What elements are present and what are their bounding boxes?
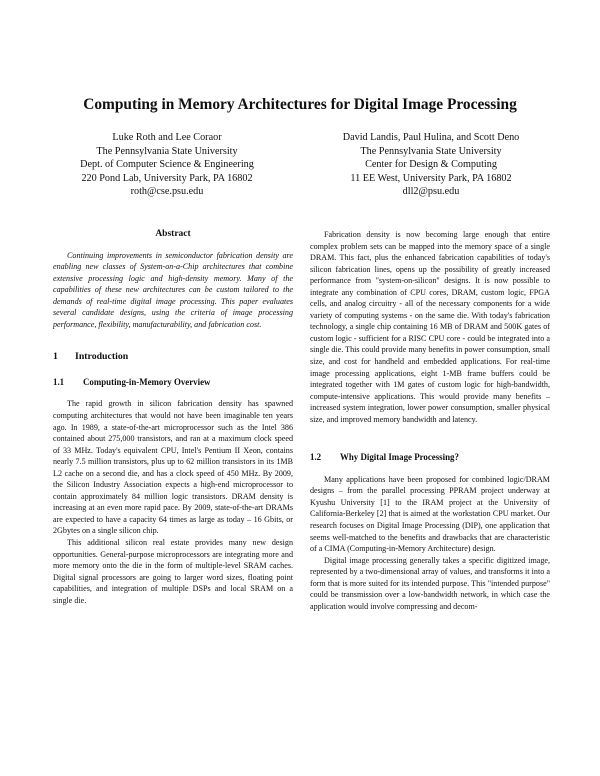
paper-title: Computing in Memory Architectures for Digital Image Processing <box>83 96 517 113</box>
author-email: roth@cse.psu.edu <box>130 186 204 198</box>
section-title: Computing-in-Memory Overview <box>83 376 211 387</box>
abstract-heading: Abstract <box>155 229 191 239</box>
author-address: 11 EE West, University Park, PA 16802 <box>350 172 512 184</box>
paragraph: This additional silicon real estate provides many new design opportunities. General-purpose microprocessors are integrating more and more memory onto the die in the form of multiple-level SRAM caches. Digital signal processors are going to larger word sizes, floating point capabilities, and integration of multiple DSPs and local SRAM on a single die. <box>53 538 293 605</box>
author-names: David Landis, Paul Hulina, and Scott Deno <box>342 132 520 143</box>
section-1-1-heading <box>53 377 293 389</box>
author-block-right <box>306 131 556 199</box>
paragraph: The rapid growth in silicon fabrication density has spawned computing architectures that would not have been imaginable ten years ago. In 1989, a state-of-the-art microprocessor such as the Intel 386 contained about 275,000 transistors, and ran at a maximum clock speed of 33 MHz. Today's equivalent CPU, Intel's Pentium II Xeon, contains nearly 7.5 million transistors, plus up to 62 million transistors in its 1MB L2 cache on a second die, and has a clock speed of 450 MHz. By 2009, the Silicon Industry Association expects a high-end microprocessor to contain approximately 84 million logic transistors. DRAM density is increasing at an even more rapid pace. By 2009, state-of-the-art DRAMs are expected to have a capacity 64 times as large as today – 16 Gbits, or 2Gbytes on a single silicon chip. <box>53 399 293 536</box>
right-column <box>310 229 550 612</box>
abstract-text: Continuing improvements in semiconductor fabrication density are enabling new classes of System-on-a-Chip architectures that combine extensive processing logic and high-density memory. Many of the capabilities of these new architectures can be custom tailored to the demands of real-time digital image processing. This paper evaluates several candidate designs, using the criteria of image processing performance, flexibility, manufacturability, and fabrication cost. <box>53 250 293 329</box>
section-number: 1.1 <box>53 376 65 387</box>
paragraph: Fabrication density is now becoming large enough that entire complex problem sets can be mapped into the memory space of a single DRAM. This fact, plus the enhanced fabrication capabilities of today's silicon fabrication lines, opens up the possibility of greatly increased performance from "system-on-silicon" designs. It is now possible to integrate any combination of CPU cores, DRAM, custom logic, FPGA cells, and analog circuitry - all of the necessary components for a wide variety of computing systems - on the same die. With today's fabrication technology, a single chip containing 16 MB of DRAM and 500K gates of custom logic - sufficient for a RISC CPU core - could be integrated into a single die. This could provide many benefits in power consumption, small size, and cost for handheld and embedded applications. For real-time image processing applications, eight 1-MB frame buffers could be integrated together with 1M gates of custom logic for high-bandwidth, compute-intensive applications. This would provide many benefits – increased system integration, lower power consumption, smaller physical size, and improved memory bandwidth and latency. <box>310 230 550 424</box>
author-email: dll2@psu.edu <box>402 186 460 198</box>
section-title: Introduction <box>75 351 129 363</box>
section-1-heading <box>53 351 293 363</box>
paragraph: Many applications have been proposed for combined logic/DRAM designs – from the parallel processing PPRAM project underway at Kyushu University [1] to the IRAM project at the University of California-Berkeley [2] that is aimed at the workstation CPU market. Our research focuses on Digital Image Processing (DIP), one application that seems well-matched to the benefits and drawbacks that are characteristic of a CIMA (Computing-in-Memory Architecture) design. <box>310 474 550 554</box>
author-address: 220 Pond Lab, University Park, PA 16802 <box>81 172 253 184</box>
author-department: Center for Design & Computing <box>365 159 497 171</box>
paragraph: Digital image processing generally takes a specific digitized image, represented by a two-dimensional array of values, and transforms it into a form that is more suited for its intended purpose. This "intended purpose" could be transmission over a low-bandwidth network, in which case the application would involve compressing and decom- <box>310 555 550 611</box>
section-number: 1.2 <box>310 452 322 463</box>
author-block-left <box>42 131 292 199</box>
author-department: Dept. of Computer Science & Engineering <box>80 159 254 171</box>
section-number: 1 <box>53 351 58 363</box>
author-names: Luke Roth and Lee Coraor <box>112 132 222 143</box>
section-title: Why Digital Image Processing? <box>340 452 459 463</box>
author-affiliation: The Pennsylvania State University <box>360 145 502 157</box>
section-1-2-heading <box>310 452 550 464</box>
author-affiliation: The Pennsylvania State University <box>96 145 238 157</box>
left-column <box>53 229 293 606</box>
